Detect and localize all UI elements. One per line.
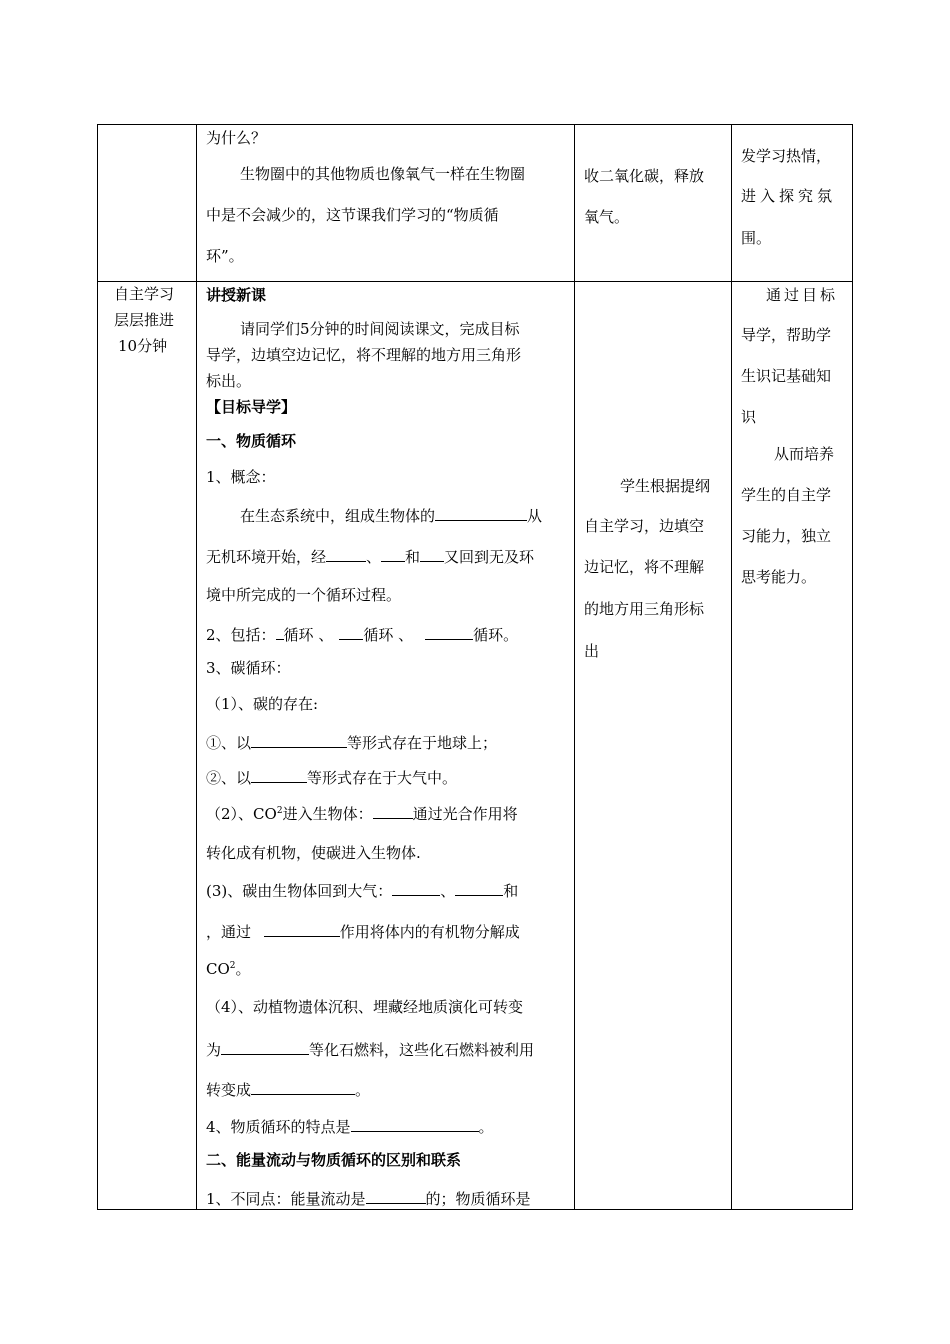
fill-blank[interactable] — [276, 625, 284, 640]
fossil-line: 为 等化石燃料，这些化石燃料被利用 — [206, 1041, 535, 1059]
row1-col4-line: 围。 — [741, 229, 772, 247]
fill-blank[interactable] — [351, 1117, 479, 1132]
guide-title: 【目标导学】 — [206, 398, 297, 416]
row-divider — [98, 281, 852, 282]
sec2-title: 二、能量流动与物质循环的区别和联系 — [206, 1151, 462, 1169]
exist-line: ①、以 等形式存在于地球上； — [206, 734, 498, 752]
stage-label-line: 层层推进 — [114, 311, 175, 329]
purpose-line: 学生的自主学 — [741, 486, 832, 504]
activity-line: 学生根据提纲 — [620, 477, 711, 495]
carbon-label: 3、碳循环： — [206, 659, 291, 677]
intro-line: 导学，边填空边记忆，将不理解的地方用三角形 — [206, 346, 522, 364]
concept-line: 在生态系统中，组成生物体的 从 — [240, 507, 543, 525]
row1-text-line: 为什么？ — [206, 129, 267, 147]
return-line: ，通过 作用将体内的有机物分解成 — [206, 923, 520, 941]
activity-line: 边记忆，将不理解 — [584, 558, 705, 576]
purpose-line: 识 — [741, 408, 757, 426]
section-heading: 讲授新课 — [206, 286, 267, 304]
fossil-line: （4）、动植物遗体沉积、埋藏经地质演化可转变 — [206, 998, 524, 1016]
fill-blank[interactable] — [326, 547, 366, 562]
fill-blank[interactable] — [251, 733, 347, 748]
fill-blank[interactable] — [373, 804, 413, 819]
purpose-line: 生识记基础知 — [741, 367, 832, 385]
col-divider-1 — [196, 125, 197, 1209]
col-divider-3 — [731, 125, 732, 1209]
purpose-line: 从而培养 — [774, 445, 835, 463]
stage-label-line: 10分钟 — [118, 337, 168, 355]
fill-blank[interactable] — [251, 768, 307, 783]
row1-col3-line: 氧气。 — [584, 208, 630, 226]
row1-col3-line: 收二氧化碳，释放 — [584, 167, 705, 185]
activity-line: 自主学习，边填空 — [584, 517, 705, 535]
fill-blank[interactable] — [264, 922, 340, 937]
co2-line: （2）、$CO^2$进入生物体： 通过光合作用将 — [206, 805, 518, 823]
fill-blank[interactable] — [435, 506, 527, 521]
feature-line: 4、物质循环的特点是 。 — [206, 1118, 494, 1136]
purpose-line: 习能力，独立 — [741, 527, 832, 545]
row1-text-line: 生物圈中的其他物质也像氧气一样在生物圈 — [240, 165, 526, 183]
exist-line: ②、以 等形式存在于大气中。 — [206, 769, 458, 787]
stage-label-line: 自主学习 — [114, 285, 175, 303]
fill-blank[interactable] — [339, 625, 363, 640]
fill-blank[interactable] — [392, 881, 440, 896]
co2-line: 转化成有机物，使碳进入生物体. — [206, 844, 421, 862]
fill-blank[interactable] — [251, 1080, 355, 1095]
return-line: (3)、碳由生物体回到大气： 、 和 — [206, 882, 519, 900]
purpose-line: 思考能力。 — [741, 568, 817, 586]
fill-blank[interactable] — [381, 547, 405, 562]
fill-blank[interactable] — [455, 881, 503, 896]
row1-col4-line: 进入探究氛 — [741, 187, 837, 205]
row1-text-line: 中是不会减少的，这节课我们学习的“物质循 — [206, 206, 499, 224]
intro-line: 请同学们5分钟的时间阅读课文，完成目标 — [240, 320, 520, 338]
concept-line: 境中所完成的一个循环过程。 — [206, 586, 402, 604]
activity-line: 出 — [584, 642, 600, 660]
row1-text-line: 环”。 — [206, 247, 244, 265]
intro-line: 标出。 — [206, 372, 252, 390]
diff-line: 1、不同点：能量流动是 的；物质循环是 — [206, 1190, 531, 1208]
fill-blank[interactable] — [221, 1040, 309, 1055]
col-divider-2 — [574, 125, 575, 1209]
return-line: $CO^2$。 — [206, 960, 251, 978]
include-line: 2、包括： 循环 、 循环 、 循环。 — [206, 626, 519, 644]
concept-line: 无机环境开始，经 、 和 又回到无及环 — [206, 548, 535, 566]
fill-blank[interactable] — [420, 547, 444, 562]
concept-label: 1、概念： — [206, 468, 276, 486]
fossil-line: 转变成 。 — [206, 1081, 371, 1099]
exist-label: （1）、碳的存在: — [206, 695, 319, 713]
fill-blank[interactable] — [425, 625, 473, 640]
fill-blank[interactable] — [366, 1189, 426, 1204]
sec1-title: 一、物质循环 — [206, 432, 297, 450]
row1-col4-line: 发学习热情， — [741, 147, 832, 165]
activity-line: 的地方用三角形标 — [584, 600, 705, 618]
purpose-line: 导学，帮助学 — [741, 326, 832, 344]
purpose-line: 通过目标 — [766, 286, 839, 304]
